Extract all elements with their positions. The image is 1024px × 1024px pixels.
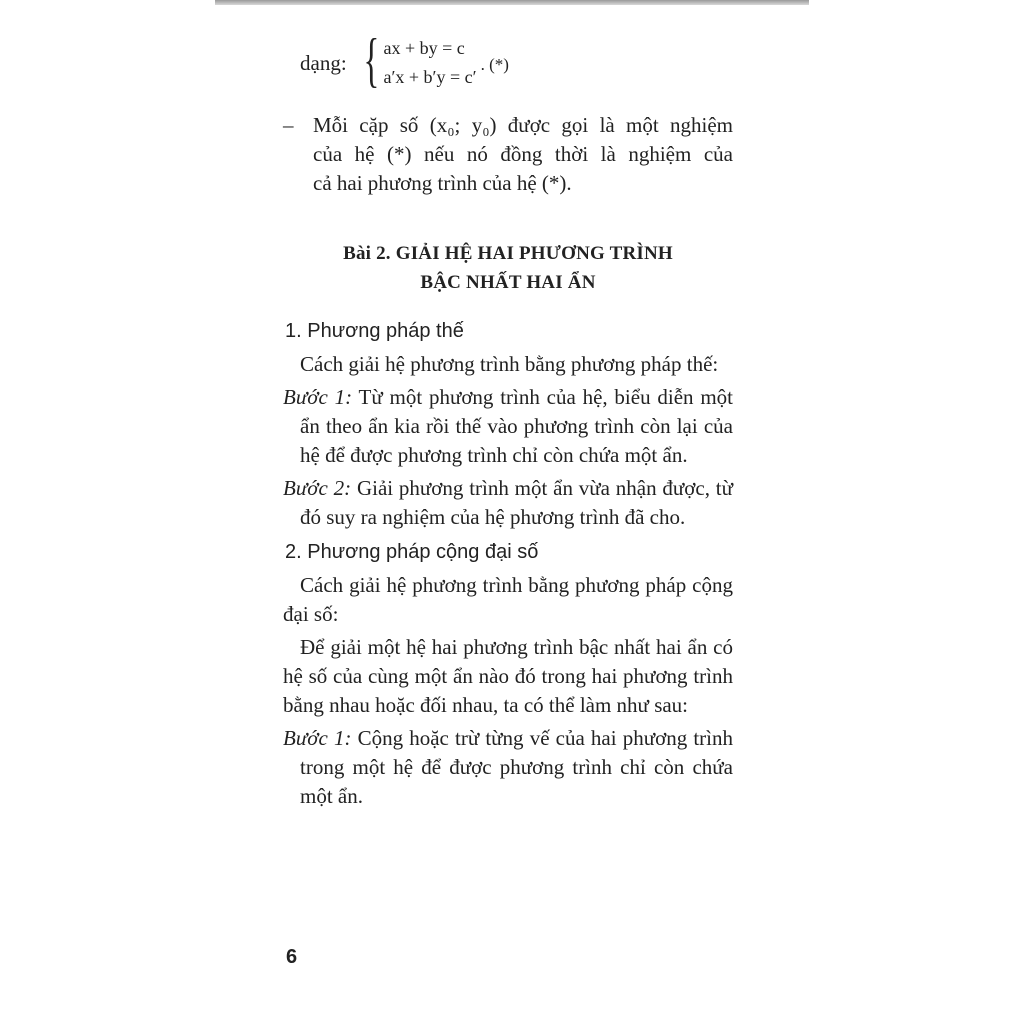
system-equations — [383, 34, 476, 92]
system-brace: { — [363, 27, 379, 93]
lesson-heading-line-2: BẬC NHẤT HAI ẨN — [420, 272, 596, 293]
definition-line-3: cả hai phương trình của hệ (*). — [313, 171, 572, 195]
system-tag: . (*) — [480, 54, 509, 74]
section-1-title: 1. Phương pháp thế — [285, 320, 464, 342]
section-2-intro: Cách giải hệ phương trình bằng phương pháp cộng đại số: — [283, 573, 733, 626]
step-text: Cộng hoặc trừ từng vế của hai phương trình trong một hệ để được phương trình chỉ còn chứa một ẩn. — [300, 726, 733, 808]
section-1-intro: Cách giải hệ phương trình bằng phương pháp thế: — [300, 352, 719, 376]
section-2-title: 2. Phương pháp cộng đại số — [285, 541, 539, 563]
top-rule — [215, 0, 809, 5]
step-text: Giải phương trình một ẩn vừa nhận được, từ đó suy ra nghiệm của hệ phương trình đã cho. — [300, 476, 734, 529]
lesson-heading-line-1: Bài 2. GIẢI HỆ HAI PHƯƠNG TRÌNH — [343, 243, 673, 264]
step-label: Bước 2: — [283, 476, 352, 500]
step-label: Bước 1: — [283, 726, 352, 750]
step-label: Bước 1: — [283, 385, 353, 409]
equation-system — [300, 28, 733, 98]
section-1-step-2 — [283, 474, 733, 532]
system-lead: dạng: — [300, 50, 347, 75]
definition-line-1: Mỗi cặp số (x₀; y₀) được gọi là một nghiệm — [313, 113, 733, 137]
section-2-step-1 — [283, 724, 733, 811]
section-1-step-1 — [283, 383, 733, 470]
book-page — [283, 28, 733, 811]
step-text: Từ một phương trình của hệ, biểu diễn một ẩn theo ẩn kia rồi thế vào phương trình còn lại của hệ để được phương trình chỉ còn chứa một ẩn. — [300, 385, 733, 467]
equation-2: a′x + b′y = c′ — [383, 67, 477, 87]
definition-line-2: của hệ (*) nếu nó đồng thời là nghiệm của — [313, 142, 733, 166]
solution-definition — [283, 111, 733, 198]
page-number: 6 — [286, 946, 298, 968]
dash-marker: – — [283, 113, 294, 137]
equation-1: ax + by = c — [383, 38, 465, 58]
section-2-paragraph: Để giải một hệ hai phương trình bậc nhất hai ẩn có hệ số của cùng một ẩn nào đó trong hai phương trình bằng nhau hoặc đối nhau, ta có thể làm như sau: — [283, 635, 733, 717]
lesson-heading — [283, 239, 733, 297]
